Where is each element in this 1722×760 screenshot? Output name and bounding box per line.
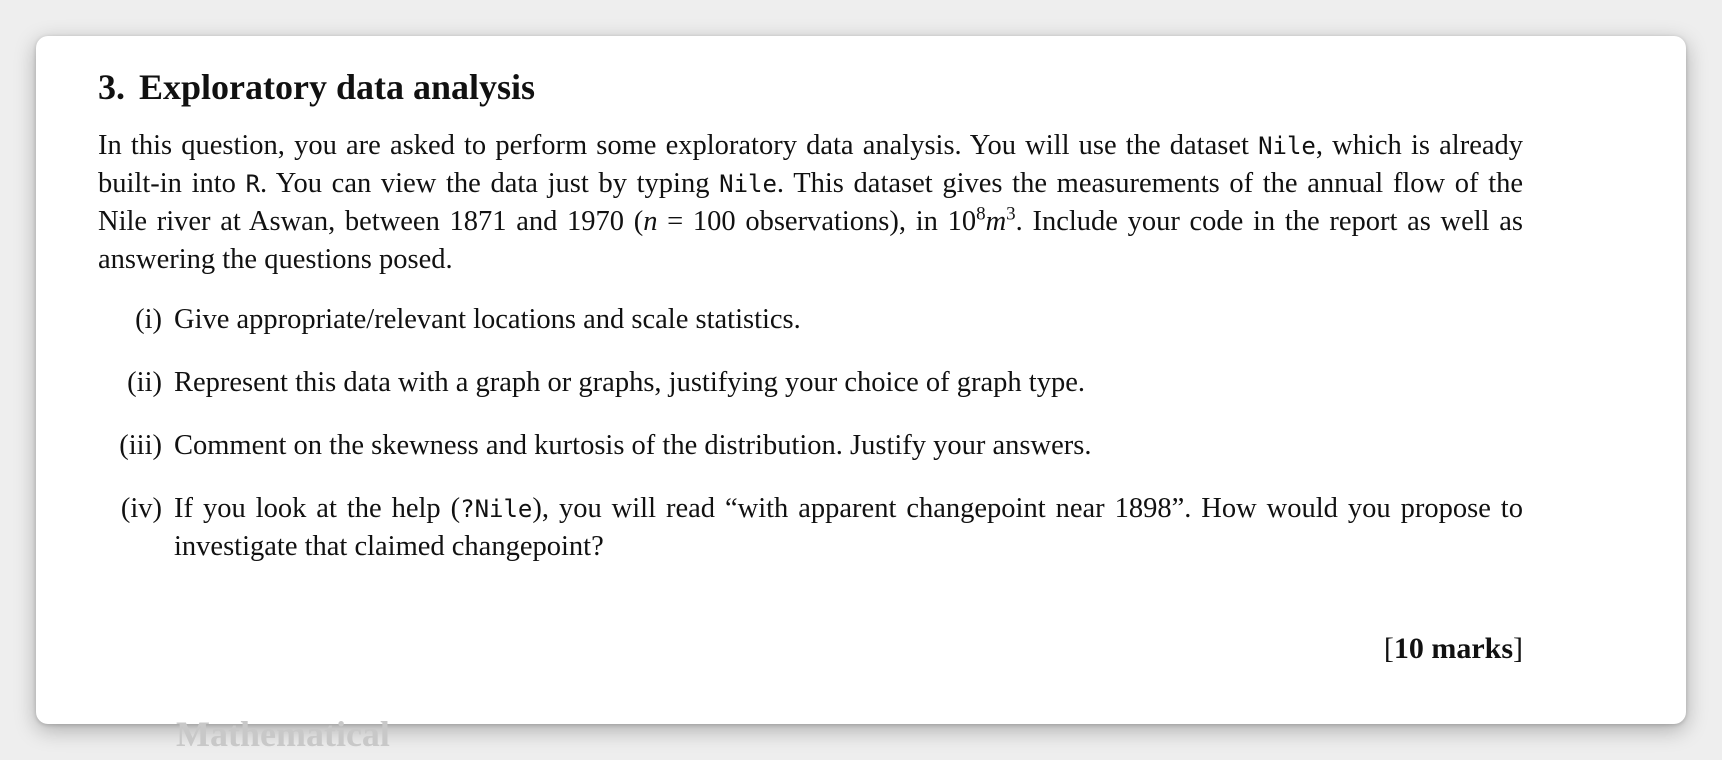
math-exponent: 3 xyxy=(1006,203,1016,225)
intro-text: observations), in xyxy=(735,206,948,238)
item-text-part: If you look at the help ( xyxy=(174,493,461,525)
list-item xyxy=(98,301,1523,339)
math-base: 10 xyxy=(947,206,977,238)
item-text xyxy=(174,490,1523,566)
help-command-code: ?Nile xyxy=(460,495,533,524)
intro-paragraph xyxy=(98,127,1523,279)
list-item xyxy=(98,364,1523,402)
software-name-code: R xyxy=(245,170,261,199)
intro-text: , which is already built-in into xyxy=(98,130,1523,200)
section-title: Exploratory data analysis xyxy=(139,67,536,107)
marks-label xyxy=(1384,630,1523,668)
bracket-open: [ xyxy=(1383,632,1394,665)
item-text-part: ), you will read “with apparent changepoint near 1898”. How would you propose to investigate that claimed changepoint? xyxy=(174,493,1523,563)
question-list xyxy=(98,301,1523,566)
question-content xyxy=(98,66,1523,591)
next-section-fragment: Mathematical xyxy=(176,714,390,754)
document-page xyxy=(36,36,1686,754)
dataset-name-code: Nile xyxy=(1258,132,1316,161)
item-text: Give appropriate/relevant locations and scale statistics. xyxy=(174,304,801,336)
section-number: 3. xyxy=(98,67,125,107)
math-equals: = 100 xyxy=(657,206,736,238)
list-item xyxy=(98,427,1523,465)
math-variable: m xyxy=(985,206,1007,238)
sample-size-math xyxy=(643,206,735,237)
item-text: Comment on the skewness and kurtosis of the distribution. Justify your answers. xyxy=(174,430,1092,462)
intro-text: . This dataset gives the measurements of the annual flow of the Nile river at Aswan, between 1871 and 1970 ( xyxy=(98,168,1524,238)
math-exponent: 8 xyxy=(976,203,986,225)
item-number: (iii) xyxy=(119,430,162,462)
item-text: Represent this data with a graph or graphs, justifying your choice of graph type. xyxy=(174,367,1085,399)
intro-text: . You can view the data just by typing xyxy=(260,168,720,200)
item-number: (iv) xyxy=(120,493,162,525)
unit-math xyxy=(947,203,1016,238)
intro-text: . Include your code in the report as well as answering the questions posed. xyxy=(98,206,1524,276)
item-number: (i) xyxy=(135,304,162,336)
item-number: (ii) xyxy=(127,367,162,399)
section-heading xyxy=(98,66,1523,109)
marks-value: 10 marks xyxy=(1393,632,1513,665)
bracket-close: ] xyxy=(1513,632,1523,665)
math-variable: n xyxy=(643,206,658,238)
intro-text: In this question, you are asked to perform some exploratory data analysis. You will use the dataset xyxy=(98,130,1259,162)
dataset-name-code: Nile xyxy=(719,170,777,199)
list-item xyxy=(98,490,1523,566)
